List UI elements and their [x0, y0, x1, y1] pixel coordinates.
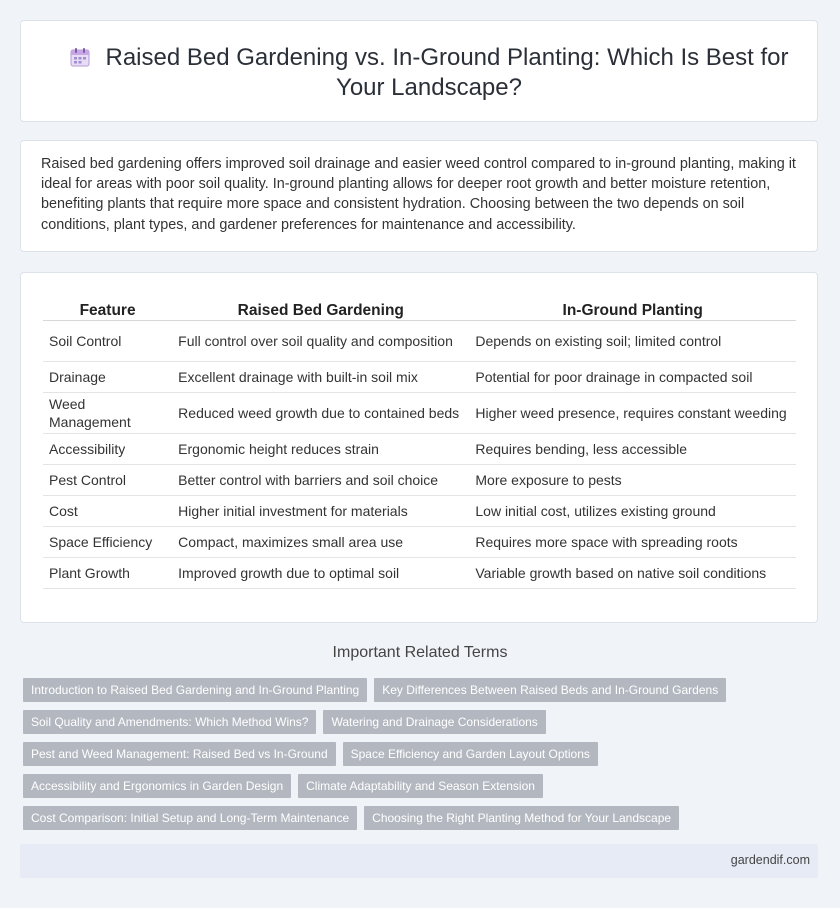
- footer-site-link[interactable]: gardendif.com: [730, 853, 810, 867]
- related-term-tag[interactable]: Cost Comparison: Initial Setup and Long-Term Maintenance: [23, 806, 357, 830]
- related-term-tag[interactable]: Choosing the Right Planting Method for Your Landscape: [364, 806, 679, 830]
- related-term-tag[interactable]: Accessibility and Ergonomics in Garden Design: [23, 774, 291, 798]
- footer: [20, 844, 818, 878]
- table-row: [43, 496, 796, 527]
- related-tags-row: [23, 742, 605, 766]
- related-term-tag[interactable]: Pest and Weed Management: Raised Bed vs In-Ground: [23, 742, 336, 766]
- table-cell: Weed Management: [43, 393, 172, 434]
- related-tags-row: [23, 678, 733, 702]
- summary-card: [20, 140, 818, 252]
- column-header: In-Ground Planting: [469, 295, 796, 321]
- table-cell: Full control over soil quality and composition: [172, 321, 469, 362]
- table-cell: Accessibility: [43, 434, 172, 465]
- summary-text: Raised bed gardening offers improved soil drainage and easier weed control compared to in-ground planting, making it ideal for areas with poor soil quality. In-ground planting allows for deeper root growth and better moisture retention, benefiting plants that require more space and consistent hydration. Choosing between the two depends on soil conditions, plant types, and gardener preferences for maintenance and accessibility.: [41, 156, 796, 233]
- page-title: [61, 43, 797, 103]
- table-cell: Higher initial investment for materials: [172, 496, 469, 527]
- table-row: [43, 558, 796, 589]
- related-term-tag[interactable]: Key Differences Between Raised Beds and In-Ground Gardens: [374, 678, 726, 702]
- table-cell: Potential for poor drainage in compacted soil: [469, 362, 796, 393]
- table-cell: Requires bending, less accessible: [469, 434, 796, 465]
- comparison-table-card: [20, 272, 818, 623]
- related-terms-title: Important Related Terms: [332, 644, 508, 661]
- related-tags-row: [23, 806, 686, 830]
- related-term-tag[interactable]: Space Efficiency and Garden Layout Options: [343, 742, 598, 766]
- page-title-text: Raised Bed Gardening vs. In-Ground Planting: Which Is Best for Your Landscape?: [105, 44, 789, 101]
- table-cell: Depends on existing soil; limited control: [469, 321, 796, 362]
- table-cell: More exposure to pests: [469, 465, 796, 496]
- related-term-tag[interactable]: Introduction to Raised Bed Gardening and In-Ground Planting: [23, 678, 367, 702]
- table-cell: Reduced weed growth due to contained beds: [172, 393, 469, 434]
- table-cell: Soil Control: [43, 321, 172, 362]
- table-cell: Low initial cost, utilizes existing ground: [469, 496, 796, 527]
- calendar-icon: [69, 46, 91, 68]
- related-term-tag[interactable]: Climate Adaptability and Season Extension: [298, 774, 543, 798]
- table-cell: Compact, maximizes small area use: [172, 527, 469, 558]
- related-term-tag[interactable]: Soil Quality and Amendments: Which Method Wins?: [23, 710, 316, 734]
- table-cell: Variable growth based on native soil conditions: [469, 558, 796, 589]
- table-row: [43, 527, 796, 558]
- table-header-row: [43, 295, 796, 321]
- table-cell: Improved growth due to optimal soil: [172, 558, 469, 589]
- table-cell: Ergonomic height reduces strain: [172, 434, 469, 465]
- header-card: [20, 20, 818, 122]
- table-cell: Plant Growth: [43, 558, 172, 589]
- table-cell: Space Efficiency: [43, 527, 172, 558]
- table-row: [43, 434, 796, 465]
- table-row: [43, 465, 796, 496]
- table-row: [43, 321, 796, 362]
- table-cell: Drainage: [43, 362, 172, 393]
- related-tags-row: [23, 710, 553, 734]
- related-tags-row: [23, 774, 550, 798]
- comparison-table: [43, 295, 796, 589]
- related-term-tag[interactable]: Watering and Drainage Considerations: [323, 710, 545, 734]
- table-cell: Excellent drainage with built-in soil mix: [172, 362, 469, 393]
- column-header: Feature: [43, 295, 172, 321]
- table-cell: Pest Control: [43, 465, 172, 496]
- table-cell: Requires more space with spreading roots: [469, 527, 796, 558]
- column-header: Raised Bed Gardening: [172, 295, 469, 321]
- table-cell: Cost: [43, 496, 172, 527]
- table-cell: Better control with barriers and soil choice: [172, 465, 469, 496]
- table-cell: Higher weed presence, requires constant weeding: [469, 393, 796, 434]
- table-row: [43, 362, 796, 393]
- table-row: [43, 393, 796, 434]
